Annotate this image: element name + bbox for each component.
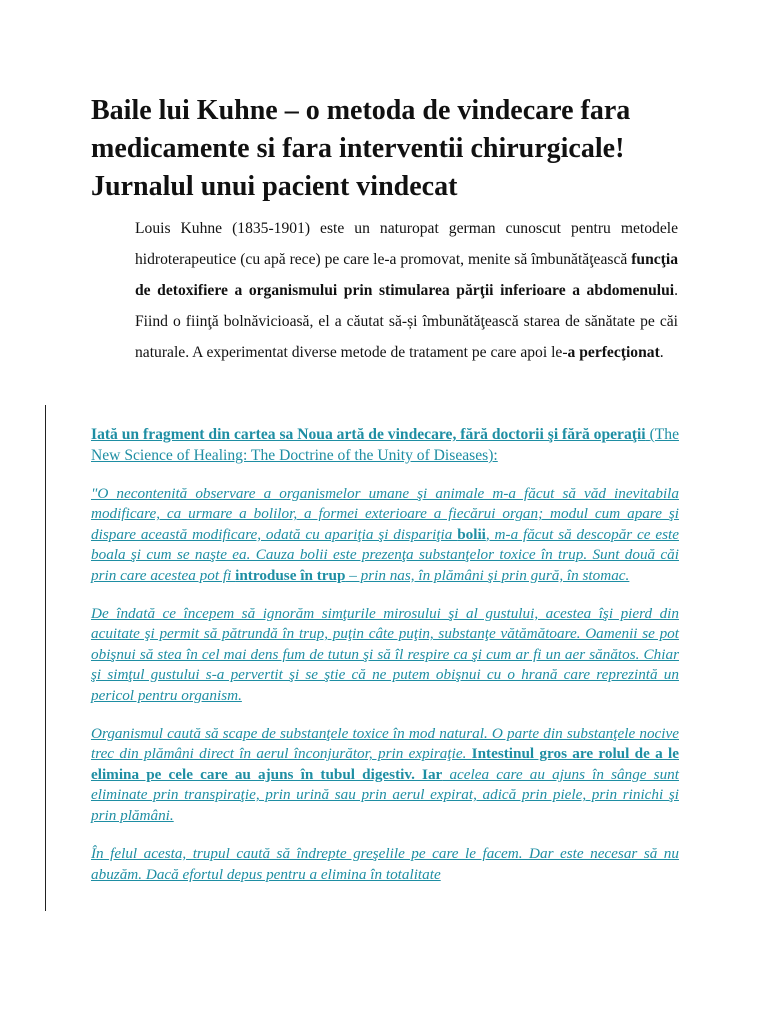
quote-p1-text-c[interactable]: , m-a făcut să descopăr ce este boala şi cum se naşte ea. Cauza bolii este prezenţa substanţelor toxice în trup. Sunt două căi prin care acestea pot fi <box>91 525 679 584</box>
quote-p3-text-c[interactable]: acelea care au ajuns în sânge sunt eliminate prin transpiraţie, prin urină sau prin aerul expirat, adică prin piele, prin rinichi şi prin plămâni. <box>91 765 679 824</box>
intro-bold-1: funcţia de detoxifiere a organismului prin stimularea părţii inferioare a abdomenului <box>135 251 678 299</box>
intro-text-1: Louis Kuhne (1835-1901) este un naturopat german cunoscut pentru metodele hidroterapeutice (cu apă rece) pe care le-a promovat, menite să îmbunătăţească <box>135 220 678 268</box>
intro-bold-2: a perfecţionat <box>567 344 660 361</box>
quote-paragraph-3[interactable] <box>91 724 679 826</box>
quote-paragraph-1[interactable] <box>91 484 679 586</box>
margin-bar <box>45 405 46 911</box>
intro-paragraph <box>135 213 678 368</box>
intro-text-2: . Fiind o fiinţă bolnăvicioasă, el a căutat să-și îmbunătăţească starea de sănătate pe căi naturale. A experimentat diverse metode de tratament pe care apoi le- <box>135 282 678 361</box>
page-title: Baile lui Kuhne – o metoda de vindecare fara medicamente si fara interventii chirurgicale! Jurnalul unui pacient vindecat <box>91 95 631 202</box>
quote-p1-bold-1[interactable]: bolii <box>457 525 486 543</box>
quote-block <box>91 424 679 885</box>
intro-text-3: . <box>659 344 664 361</box>
quote-paragraph-2[interactable]: De îndată ce începem să ignorăm simţurile mirosului şi al gustului, acestea îşi pierd din acuitate şi permit să pătrundă în trup, puţin câte puţin, substanţe vătămătoare. Oamenii se pot obişnui să stea în cel mai dens fum de tutun şi să îl respire ca şi cum ar fi un aer sănătos. Chiar şi simţul gustului s-a pervertit şi se ştie că ne putem obişnui cu o hrană care reprezintă un pericol pentru organism. <box>91 605 679 704</box>
quote-p1-bold-2[interactable]: introduse în trup <box>235 566 346 584</box>
quote-p3-text-a[interactable]: Organismul caută să scape de substanţele toxice în mod natural. O parte din substanţele nocive trec din plămâni direct în aerul înconjurător, prin expiraţie. <box>91 725 679 763</box>
book-source[interactable] <box>91 424 679 466</box>
quote-p3-bold[interactable]: Intestinul gros are rolul de a le elimina pe cele care au ajuns în tubul digestiv. Iar <box>91 745 679 783</box>
quote-p1-text-a[interactable]: "O necontenită observare a organismelor umane şi animale m-a făcut să văd inevitabila modificare, ca urmare a bolilor, a formei exterioare a fiecărui organ; modul cum apare şi dispare această modificare, odată cu apariţia şi dispariţia <box>91 485 679 543</box>
book-title-ro[interactable]: Iată un fragment din cartea sa Noua artă de vindecare, fără doctorii şi fără operaţii <box>91 426 646 443</box>
quote-p1-text-d[interactable]: – prin nas, în plămâni şi prin gură, în stomac. <box>345 566 630 584</box>
quote-paragraph-4[interactable]: În felul acesta, trupul caută să îndrepte greşelile pe care le facem. Dar este necesar să nu abuzăm. Dacă efortul depus pentru a elimina în totalitate <box>91 845 679 883</box>
book-title-en[interactable]: (The New Science of Healing: The Doctrine of the Unity of Diseases): <box>91 426 679 464</box>
